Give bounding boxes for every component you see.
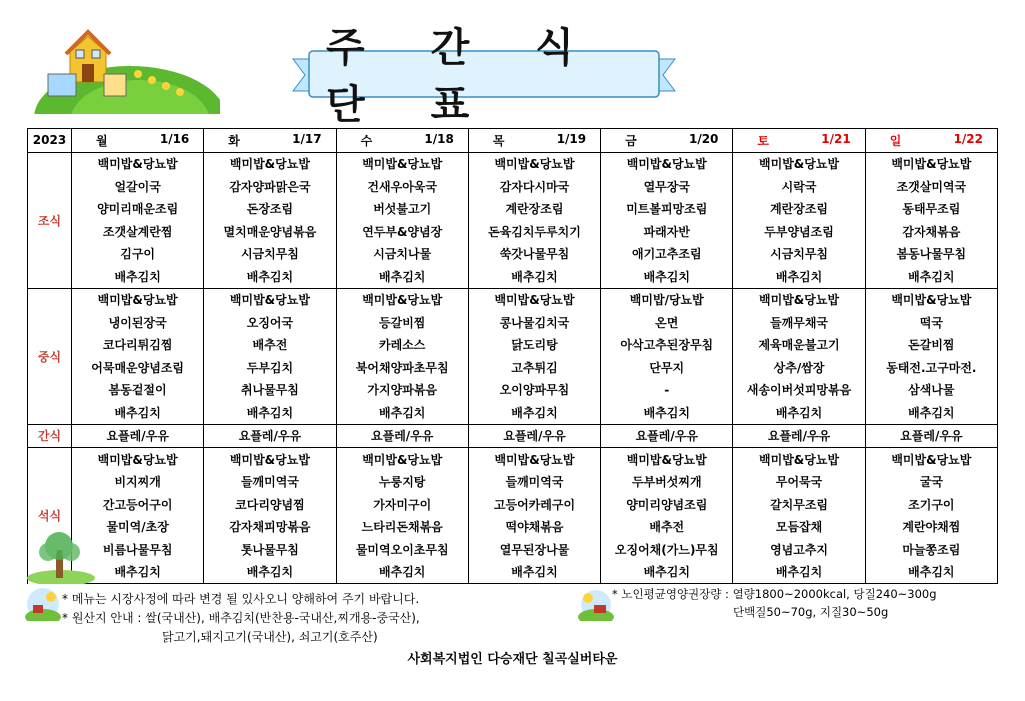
- menu-item: 배추김치: [601, 401, 733, 424]
- menu-item: 어묵매운양념조림: [72, 356, 204, 379]
- menu-item: 동태무조림: [865, 198, 997, 221]
- menu-item: 배추김치: [468, 561, 600, 584]
- menu-item: 봄동나물무침: [865, 243, 997, 266]
- day-name: 월: [96, 133, 108, 148]
- menu-item: 배추김치: [336, 401, 468, 424]
- menu-item: 시금치나물: [336, 243, 468, 266]
- meal-row: [28, 561, 998, 584]
- menu-item: 백미밥&당뇨밥: [336, 152, 468, 175]
- menu-item: 배추김치: [204, 561, 336, 584]
- note-nutrition-2: 단백질50~70g, 지질30~50g: [733, 605, 889, 619]
- menu-item: 두부양념조림: [733, 220, 865, 243]
- menu-item: 닭도리탕: [468, 334, 600, 357]
- menu-item: 요플레/우유: [865, 424, 997, 448]
- menu-item: 배추김치: [865, 265, 997, 288]
- menu-item: 비름나물무침: [72, 538, 204, 561]
- day-date: 1/17: [292, 131, 322, 146]
- meal-row: [28, 265, 998, 288]
- menu-item: 굴국: [865, 471, 997, 494]
- menu-item: 조기구이: [865, 493, 997, 516]
- meal-row: [28, 424, 998, 448]
- meal-row: [28, 401, 998, 424]
- meal-row: [28, 448, 998, 471]
- day-date: 1/22: [953, 131, 983, 146]
- day-header-6: [733, 129, 865, 153]
- menu-item: 느타리돈채볶음: [336, 516, 468, 539]
- meal-row: [28, 334, 998, 357]
- day-label: [601, 132, 732, 149]
- scenery-icon-right: [578, 589, 614, 621]
- note-origin-meat: 닭고기,돼지고기(국내산), 쇠고기(호주산): [162, 630, 378, 644]
- menu-item: 백미밥&당뇨밥: [733, 288, 865, 311]
- menu-item: 물미역오이초무침: [336, 538, 468, 561]
- day-date: 1/16: [159, 131, 190, 146]
- year-cell: 2023: [28, 129, 72, 153]
- menu-item: 요플레/우유: [468, 424, 600, 448]
- day-label: [337, 132, 468, 149]
- menu-item: 요플레/우유: [204, 424, 336, 448]
- menu-item: 배추김치: [468, 401, 600, 424]
- menu-item: 들깨미역국: [204, 471, 336, 494]
- day-label: [72, 132, 203, 149]
- meal-row: [28, 516, 998, 539]
- menu-item: 들깨무채국: [733, 311, 865, 334]
- menu-item: 열무장국: [601, 175, 733, 198]
- day-name: 일: [889, 133, 902, 148]
- menu-item: 애기고추조림: [601, 243, 733, 266]
- menu-item: 백미밥&당뇨밥: [204, 448, 336, 471]
- day-name: 금: [625, 133, 637, 148]
- menu-item: 요플레/우유: [336, 424, 468, 448]
- day-header-1: [72, 129, 204, 153]
- meal-row: [28, 379, 998, 402]
- menu-item: 배추김치: [72, 401, 204, 424]
- menu-item: 백미밥&당뇨밥: [733, 152, 865, 175]
- menu-item: 배추김치: [468, 265, 600, 288]
- menu-item: 시락국: [733, 175, 865, 198]
- menu-item: 파래자반: [601, 220, 733, 243]
- meal-row: [28, 288, 998, 311]
- menu-item: 배추김치: [336, 561, 468, 584]
- meal-row: [28, 356, 998, 379]
- menu-item: 백미밥&당뇨밥: [204, 152, 336, 175]
- menu-item: 계란장조림: [468, 198, 600, 221]
- menu-item: 무어묵국: [733, 471, 865, 494]
- day-name: 화: [228, 133, 240, 148]
- menu-item: 배추김치: [733, 265, 865, 288]
- menu-item: 북어채양파초무침: [336, 356, 468, 379]
- menu-item: 미트볼피망조림: [601, 198, 733, 221]
- day-date: 1/20: [688, 131, 719, 146]
- footer-organization: 사회복지법인 다승재단 칠곡실버타운: [407, 652, 618, 667]
- menu-item: 돈장조림: [204, 198, 336, 221]
- menu-item: 제육매운불고기: [733, 334, 865, 357]
- menu-item: 배추김치: [72, 265, 204, 288]
- menu-item: 백미밥&당뇨밥: [468, 448, 600, 471]
- menu-item: 요플레/우유: [601, 424, 733, 448]
- meal-row: [28, 152, 998, 175]
- day-name: 목: [492, 133, 505, 148]
- menu-item: 가지양파볶음: [336, 379, 468, 402]
- menu-item: 등갈비찜: [336, 311, 468, 334]
- menu-item: 백미밥&당뇨밥: [601, 448, 733, 471]
- menu-item: 봄동겉절이: [72, 379, 204, 402]
- menu-item: 배추김치: [865, 561, 997, 584]
- meal-row: [28, 538, 998, 561]
- day-date: 1/19: [556, 131, 587, 146]
- page-title: 주 간 식 단 표: [326, 24, 600, 128]
- menu-item: 백미밥&당뇨밥: [204, 288, 336, 311]
- menu-item: 백미밥&당뇨밥: [72, 288, 204, 311]
- note-menu-change: * 메뉴는 시장사정에 따라 변경 될 있사오니 양해하여 주기 바랍니다.: [62, 592, 420, 606]
- menu-item: 오징어채(가느)무침: [601, 538, 733, 561]
- menu-item: 갈치무조림: [733, 493, 865, 516]
- menu-item: 시금치무침: [733, 243, 865, 266]
- menu-item: 취나물무침: [204, 379, 336, 402]
- header-row: [28, 129, 998, 153]
- menu-item: 백미밥&당뇨밥: [336, 288, 468, 311]
- scenery-icon-left: [25, 587, 61, 621]
- menu-item: 열무된장나물: [468, 538, 600, 561]
- meal-label: 조식: [28, 152, 72, 288]
- menu-item: 배추김치: [865, 401, 997, 424]
- menu-item: 카레소스: [336, 334, 468, 357]
- menu-item: 비지찌개: [72, 471, 204, 494]
- menu-item: 조갯살미역국: [865, 175, 997, 198]
- menu-item: 백미밥&당뇨밥: [733, 448, 865, 471]
- menu-item: 가자미구이: [336, 493, 468, 516]
- menu-item: 콩나물김치국: [468, 311, 600, 334]
- menu-item: 시금치무침: [204, 243, 336, 266]
- menu-item: 오이양파무침: [468, 379, 600, 402]
- menu-item: 양미리매운조림: [72, 198, 204, 221]
- meal-row: [28, 471, 998, 494]
- menu-item: 두부김치: [204, 356, 336, 379]
- menu-item: 백미밥&당뇨밥: [468, 288, 600, 311]
- meal-label: 중식: [28, 288, 72, 424]
- meal-row: [28, 198, 998, 221]
- menu-item: 들깨미역국: [468, 471, 600, 494]
- menu-item: 감자채볶음: [865, 220, 997, 243]
- weekly-menu-table: [27, 128, 998, 584]
- note-origin: * 원산지 안내 : 쌀(국내산), 배추김치(반찬용-국내산,찌개용-중국산),: [62, 611, 420, 625]
- menu-item: 배추김치: [733, 401, 865, 424]
- menu-item: 백미밥&당뇨밥: [865, 288, 997, 311]
- day-header-2: [204, 129, 336, 153]
- menu-item: 건새우아욱국: [336, 175, 468, 198]
- menu-item: 배추김치: [601, 265, 733, 288]
- menu-item: 단무지: [601, 356, 733, 379]
- menu-item: 요플레/우유: [72, 424, 204, 448]
- menu-item: 배추김치: [204, 401, 336, 424]
- day-label: [866, 132, 997, 149]
- menu-item: 두부버섯찌개: [601, 471, 733, 494]
- house-on-hill-illustration: [30, 22, 220, 114]
- menu-item: 연두부&양념장: [336, 220, 468, 243]
- menu-item: 톳나물무침: [204, 538, 336, 561]
- menu-item: 감자양파맑은국: [204, 175, 336, 198]
- menu-item: 냉이된장국: [72, 311, 204, 334]
- menu-item: 누룽지탕: [336, 471, 468, 494]
- menu-item: 배추전: [204, 334, 336, 357]
- menu-item: 코다리튀김찜: [72, 334, 204, 357]
- day-name: 수: [360, 133, 373, 148]
- day-header-4: [468, 129, 600, 153]
- menu-item: 조갯살계란찜: [72, 220, 204, 243]
- menu-item: 오징어국: [204, 311, 336, 334]
- meal-row: [28, 175, 998, 198]
- menu-item: 고등어카레구이: [468, 493, 600, 516]
- menu-item: 돈갈비찜: [865, 334, 997, 357]
- menu-item: 아삭고추된장무침: [601, 334, 733, 357]
- menu-item: 배추김치: [336, 265, 468, 288]
- menu-item: 모듬잡채: [733, 516, 865, 539]
- menu-item: 떡야채볶음: [468, 516, 600, 539]
- menu-item: 감자채피망볶음: [204, 516, 336, 539]
- day-date: 1/18: [424, 131, 454, 146]
- day-label: [469, 132, 600, 149]
- day-header-7: [865, 129, 997, 153]
- menu-item: 온면: [601, 311, 733, 334]
- menu-item: 백미밥/당뇨밥: [601, 288, 733, 311]
- menu-item: 고추튀김: [468, 356, 600, 379]
- menu-item: 멸치매운양념볶음: [204, 220, 336, 243]
- menu-item: 감자다시마국: [468, 175, 600, 198]
- menu-item: 김구이: [72, 243, 204, 266]
- menu-item: 계란야채찜: [865, 516, 997, 539]
- menu-item: 버섯불고기: [336, 198, 468, 221]
- menu-item: 영념고추지: [733, 538, 865, 561]
- day-header-3: [336, 129, 468, 153]
- menu-item: 요플레/우유: [733, 424, 865, 448]
- menu-item: 백미밥&당뇨밥: [468, 152, 600, 175]
- menu-item: 백미밥&당뇨밥: [336, 448, 468, 471]
- menu-item: 삼색나물: [865, 379, 997, 402]
- meal-row: [28, 220, 998, 243]
- menu-item: 배추전: [601, 516, 733, 539]
- menu-item: 백미밥&당뇨밥: [865, 448, 997, 471]
- meal-row: [28, 243, 998, 266]
- menu-item: 배추김치: [733, 561, 865, 584]
- menu-item: 쑥갓나물무침: [468, 243, 600, 266]
- menu-item: 배추김치: [204, 265, 336, 288]
- menu-item: 마늘쫑조림: [865, 538, 997, 561]
- menu-item: 백미밥&당뇨밥: [601, 152, 733, 175]
- menu-item: 양미리양념조림: [601, 493, 733, 516]
- menu-item: 상추/쌈장: [733, 356, 865, 379]
- menu-item: 배추김치: [72, 561, 204, 584]
- menu-item: 코다리양념찜: [204, 493, 336, 516]
- day-name: 토: [757, 133, 769, 148]
- menu-item: 배추김치: [601, 561, 733, 584]
- day-label: [733, 132, 864, 149]
- menu-item: 새송이버섯피망볶음: [733, 379, 865, 402]
- menu-item: 물미역/초장: [72, 516, 204, 539]
- menu-item: 떡국: [865, 311, 997, 334]
- day-label: [204, 132, 335, 149]
- menu-item: 동태전.고구마전.: [865, 356, 997, 379]
- meal-row: [28, 311, 998, 334]
- menu-item: 얼갈이국: [72, 175, 204, 198]
- meal-label: 간식: [28, 424, 72, 448]
- meal-row: [28, 493, 998, 516]
- day-date: 1/21: [821, 131, 851, 146]
- menu-item: 계란장조림: [733, 198, 865, 221]
- menu-item: 백미밥&당뇨밥: [72, 152, 204, 175]
- menu-item: 백미밥&당뇨밥: [865, 152, 997, 175]
- day-header-5: [601, 129, 733, 153]
- menu-item: 간고등어구이: [72, 493, 204, 516]
- meal-label: 석식: [28, 448, 72, 584]
- menu-item: 백미밥&당뇨밥: [72, 448, 204, 471]
- note-nutrition: * 노인평균영양권장량 : 열량1800~2000kcal, 당질240~300g: [612, 587, 937, 601]
- menu-item: -: [601, 379, 733, 402]
- menu-item: 돈육김치두루치기: [468, 220, 600, 243]
- tree-illustration: [26, 528, 96, 584]
